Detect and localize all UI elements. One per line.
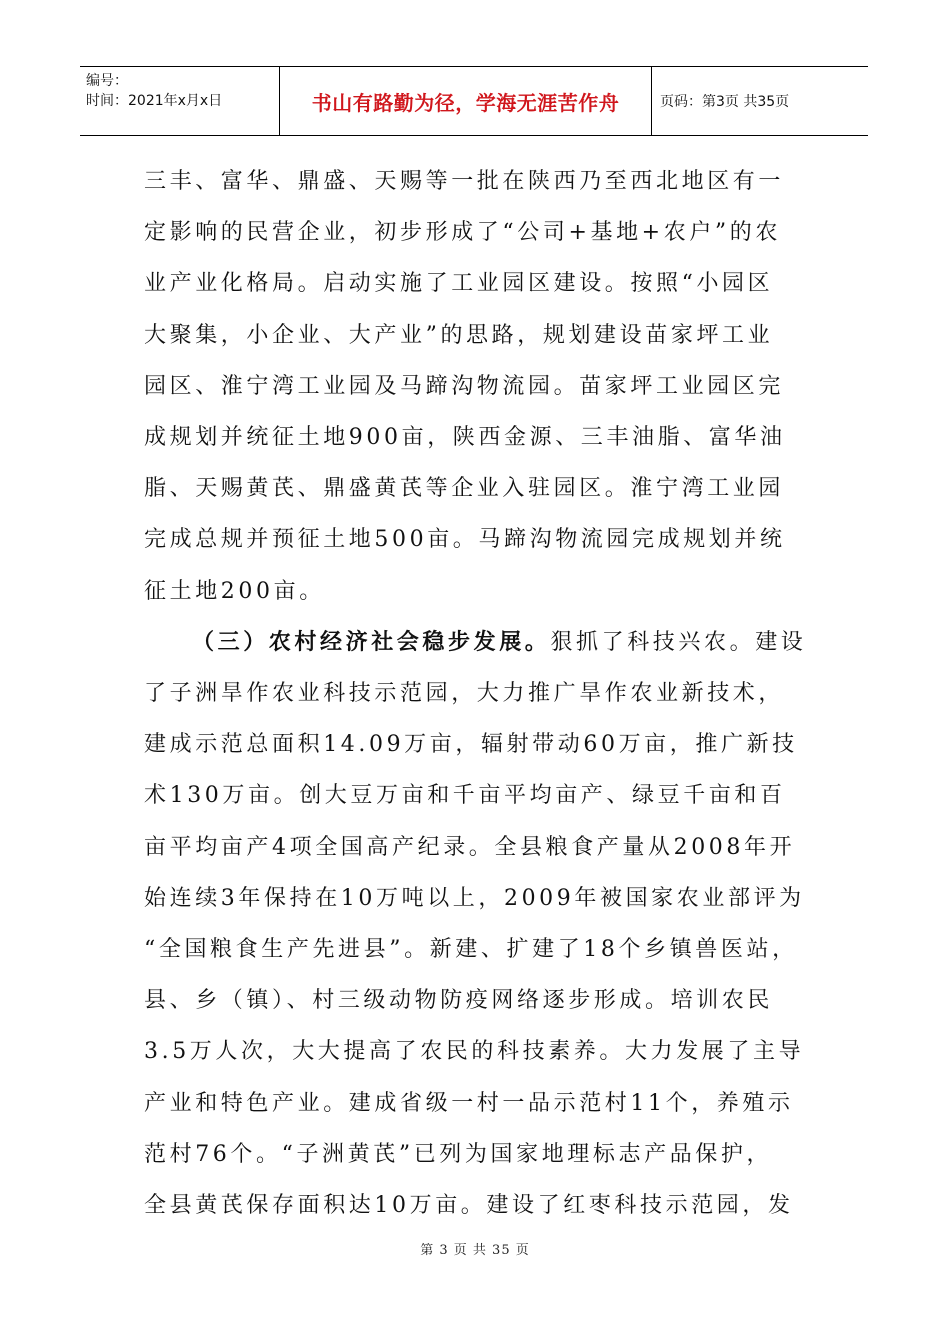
paragraph-industrial-parks xyxy=(144,156,808,617)
header-page-number: 页码：第3页 共35页 xyxy=(660,94,790,110)
text-line: 亩平均亩产4项全国高产纪录。全县粮食产量从2008年开 xyxy=(144,834,796,860)
text-line: “全国粮食生产先进县”。新建、扩建了18个乡镇兽医站， xyxy=(144,937,798,963)
text-line: 全县黄芪保存面积达10万亩。建设了红枣科技示范园，发 xyxy=(144,1193,794,1219)
page-footer: 第 3 页 共 35 页 xyxy=(420,1243,530,1258)
text-line: 定影响的民营企业，初步形成了“公司+基地+农户”的农 xyxy=(144,220,781,246)
page-header xyxy=(80,66,868,136)
text-line: 大聚集，小企业、大产业”的思路，规划建设苗家坪工业 xyxy=(144,322,774,348)
header-meta xyxy=(80,67,280,135)
text-line: 术130万亩。创大豆万亩和千亩平均亩产、绿豆千亩和百 xyxy=(144,783,786,809)
text-line: 始连续3年保持在10万吨以上，2009年被国家农业部评为 xyxy=(144,885,805,911)
text-line: 范村76个。“子洲黄芪”已列为国家地理标志产品保护， xyxy=(144,1141,773,1167)
paragraph-rural-economy xyxy=(144,617,808,1231)
text-line: 脂、天赐黄芪、鼎盛黄芪等企业入驻园区。淮宁湾工业园 xyxy=(144,476,785,502)
document-body xyxy=(144,156,808,1231)
header-motto: 书山有路勤为径，学海无涯苦作舟 xyxy=(280,67,652,135)
text-line: 建成示范总面积14.09万亩，辐射带动60万亩，推广新技 xyxy=(144,732,798,758)
heading-continuation: 狠抓了科技兴农。建设 xyxy=(550,629,807,655)
text-line: 3.5万人次，大大提高了农民的科技素养。大力发展了主导 xyxy=(144,1039,805,1065)
text-line: 产业和特色产业。建成省级一村一品示范村11个，养殖示 xyxy=(144,1090,794,1116)
text-line: 征土地200亩。 xyxy=(144,578,325,604)
text-line: 三丰、富华、鼎盛、天赐等一批在陕西乃至西北地区有一 xyxy=(144,169,785,194)
text-line xyxy=(144,617,808,668)
text-line: 园区、淮宁湾工业园及马蹄沟物流园。苗家坪工业园区完 xyxy=(144,373,785,399)
section-heading: （三）农村经济社会稳步发展。 xyxy=(192,628,551,655)
text-line: 完成总规并预征土地500亩。马蹄沟物流园完成规划并统 xyxy=(144,527,786,553)
text-line: 业产业化格局。启动实施了工业园区建设。按照“小园区 xyxy=(144,271,774,297)
text-line: 县、乡（镇）、村三级动物防疫网络逐步形成。培训农民 xyxy=(144,988,774,1014)
text-line: 成规划并统征土地900亩，陕西金源、三丰油脂、富华油 xyxy=(144,425,786,451)
document-number-label: 编号： xyxy=(86,73,128,89)
document-date-label: 时间：2021年x月x日 xyxy=(86,93,223,109)
text-line: 了子洲旱作农业科技示范园，大力推广旱作农业新技术， xyxy=(144,681,785,707)
